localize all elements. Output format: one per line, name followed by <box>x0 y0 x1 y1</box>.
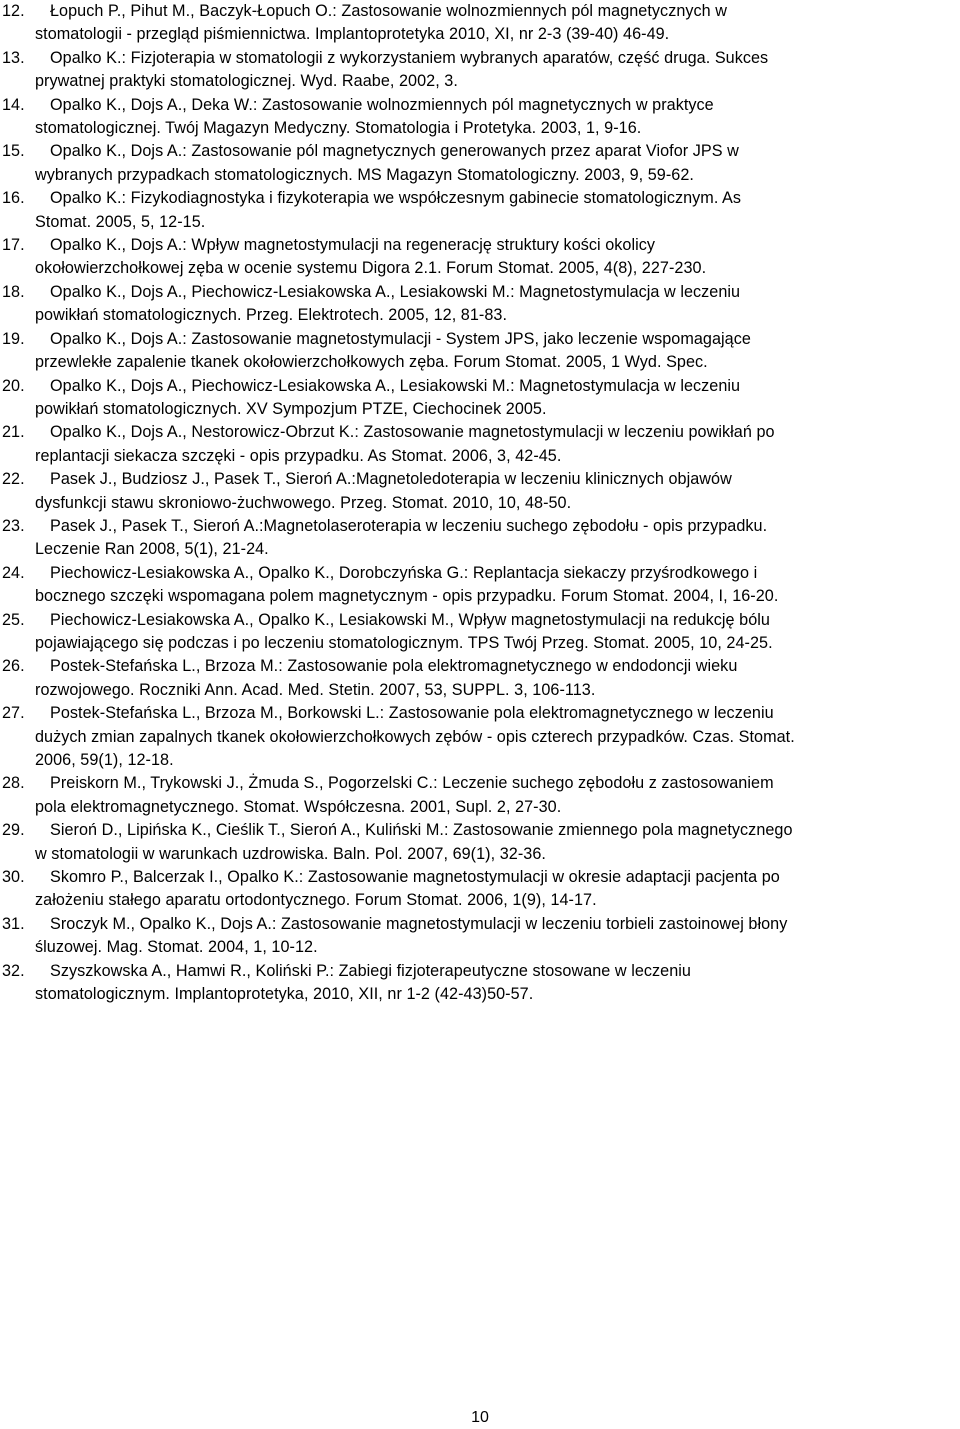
reference-text-line: Sroczyk M., Opalko K., Dojs A.: Zastosowanie magnetostymulacji w leczeniu torbieli zastoinowej błony <box>50 914 788 933</box>
reference-text-line: Opalko K., Dojs A., Deka W.: Zastosowanie wolnozmiennych pól magnetycznych w praktyce <box>50 95 714 114</box>
reference-text-line: stomatologicznym. Implantoprotetyka, 2010, XII, nr 1-2 (42-43)50-57. <box>35 985 534 1004</box>
reference-item <box>0 609 960 656</box>
reference-item <box>0 655 960 702</box>
reference-text-line: Leczenie Ran 2008, 5(1), 21-24. <box>35 540 269 559</box>
reference-number: 12. <box>2 2 25 20</box>
reference-text-line: prywatnej praktyki stomatologicznej. Wyd. Raabe, 2002, 3. <box>35 72 458 91</box>
reference-text-line: Sieroń D., Lipińska K., Cieślik T., Sieroń A., Kuliński M.: Zastosowanie zmiennego pola magnetycznego <box>50 821 793 840</box>
reference-item <box>0 328 960 375</box>
reference-text-line: bocznego szczęki wspomagana polem magnetycznym - opis przypadku. Forum Stomat. 2004, I, 16-20. <box>35 587 779 606</box>
reference-number: 29. <box>2 821 25 840</box>
reference-item <box>0 47 960 94</box>
reference-text-line: okołowierzchołkowej zęba w ocenie systemu Digora 2.1. Forum Stomat. 2005, 4(8), 227-230. <box>35 259 707 278</box>
reference-item <box>0 866 960 913</box>
reference-number: 23. <box>2 516 25 535</box>
reference-text-line: Pasek J., Pasek T., Sieroń A.:Magnetolaseroterapia w leczeniu suchego zębodołu - opis przypadku. <box>50 516 768 535</box>
reference-text-line: 2006, 59(1), 12-18. <box>35 751 174 769</box>
reference-text-line: Opalko K., Dojs A., Piechowicz-Lesiakowska A., Lesiakowski M.: Magnetostymulacja w leczeniu <box>50 376 741 395</box>
reference-text-line: Łopuch P., Pihut M., Baczyk-Łopuch O.: Zastosowanie wolnozmiennych pól magnetycznych w <box>50 2 728 20</box>
reference-text-line: pola elektromagnetycznego. Stomat. Współczesna. 2001, Supl. 2, 27-30. <box>35 797 562 816</box>
reference-text-line: dużych zmian zapalnych tkanek okołowierzchołkowych zębów - opis czterech przypadków. Czas. Stomat. <box>35 727 795 746</box>
reference-text-line: powikłań stomatologicznych. Przeg. Elektrotech. 2005, 12, 81-83. <box>35 306 507 325</box>
reference-item <box>0 187 960 234</box>
reference-text-line: Opalko K., Dojs A.: Zastosowanie pól magnetycznych generowanych przez aparat Viofor JPS w <box>50 142 739 161</box>
reference-text-line: stomatologicznej. Twój Magazyn Medyczny. Stomatologia i Protetyka. 2003, 1, 9-16. <box>35 119 642 138</box>
reference-text-line: Skomro P., Balcerzak I., Opalko K.: Zastosowanie magnetostymulacji w okresie adaptacji pacjenta po <box>50 868 780 887</box>
reference-item <box>0 0 960 47</box>
reference-text-line: Opalko K., Dojs A., Piechowicz-Lesiakowska A., Lesiakowski M.: Magnetostymulacja w leczeniu <box>50 282 741 301</box>
reference-number: 24. <box>2 563 25 582</box>
reference-item <box>0 140 960 187</box>
reference-text-line: dysfunkcji stawu skroniowo-żuchwowego. Przeg. Stomat. 2010, 10, 48-50. <box>35 493 572 512</box>
reference-item <box>0 234 960 281</box>
reference-item <box>0 960 960 1007</box>
reference-item <box>0 562 960 609</box>
reference-item <box>0 281 960 328</box>
reference-text-line: stomatologii - przegląd piśmiennictwa. Implantoprotetyka 2010, XI, nr 2-3 (39-40) 46-49. <box>35 25 670 44</box>
reference-text-line: Postek-Stefańska L., Brzoza M., Borkowski L.: Zastosowanie pola elektromagnetycznego w leczeniu <box>50 704 774 723</box>
reference-number: 20. <box>2 376 25 395</box>
reference-number: 30. <box>2 868 25 887</box>
reference-text-line: Stomat. 2005, 5, 12-15. <box>35 212 206 231</box>
reference-text-line: Piechowicz-Lesiakowska A., Opalko K., Dorobczyńska G.: Replantacja siekaczy przyśrodkowego i <box>50 563 758 582</box>
reference-number: 15. <box>2 142 25 161</box>
reference-number: 13. <box>2 48 25 67</box>
reference-number: 27. <box>2 704 25 723</box>
reference-number: 14. <box>2 95 25 114</box>
reference-text-line: powikłań stomatologicznych. XV Sympozjum PTZE, Ciechocinek 2005. <box>35 399 547 418</box>
reference-item <box>0 421 960 468</box>
reference-item <box>0 375 960 422</box>
reference-number: 25. <box>2 610 25 629</box>
reference-text-line: pojawiającego się podczas i po leczeniu stomatologicznym. TPS Twój Przeg. Stomat. 2005, 10, 24-25. <box>35 633 773 652</box>
reference-text-line: wybranych przypadkach stomatologicznych. MS Magazyn Stomatologiczny. 2003, 9, 59-62. <box>35 165 694 184</box>
reference-text-line: przewlekłe zapalenie tkanek okołowierzchołkowych zęba. Forum Stomat. 2005, 1 Wyd. Spec. <box>35 353 708 372</box>
reference-number: 17. <box>2 236 25 255</box>
reference-item <box>0 819 960 866</box>
reference-number: 26. <box>2 657 25 676</box>
reference-number: 18. <box>2 282 25 301</box>
reference-text-line: replantacji siekacza szczęki - opis przypadku. As Stomat. 2006, 3, 42-45. <box>35 446 562 465</box>
reference-text-line: Piechowicz-Lesiakowska A., Opalko K., Lesiakowski M., Wpływ magnetostymulacji na redukcję bólu <box>50 610 770 629</box>
reference-text-line: Szyszkowska A., Hamwi R., Koliński P.: Zabiegi fizjoterapeutyczne stosowane w leczeniu <box>50 961 691 980</box>
reference-number: 32. <box>2 961 25 980</box>
reference-text-line: Opalko K.: Fizykodiagnostyka i fizykoterapia we współczesnym gabinecie stomatologicznym. As <box>50 189 742 208</box>
reference-item <box>0 515 960 562</box>
reference-item <box>0 702 960 772</box>
reference-text-line: założeniu stałego aparatu ortodontycznego. Forum Stomat. 2006, 1(9), 14-17. <box>35 891 597 910</box>
reference-text-line: Postek-Stefańska L., Brzoza M.: Zastosowanie pola elektromagnetycznego w endodoncji wieku <box>50 657 738 676</box>
reference-item <box>0 772 960 819</box>
reference-text-line: w stomatologii w warunkach uzdrowiska. Baln. Pol. 2007, 69(1), 32-36. <box>35 844 546 863</box>
reference-text-line: Pasek J., Budziosz J., Pasek T., Sieroń A.:Magnetoledoterapia w leczeniu klinicznych objawów <box>50 470 732 489</box>
reference-number: 28. <box>2 774 25 793</box>
reference-item <box>0 94 960 141</box>
reference-number: 31. <box>2 914 25 933</box>
reference-item <box>0 468 960 515</box>
reference-text-line: Opalko K.: Fizjoterapia w stomatologii z wykorzystaniem wybranych aparatów, część druga. Sukces <box>50 48 769 67</box>
reference-text-line: rozwojowego. Roczniki Ann. Acad. Med. Stetin. 2007, 53, SUPPL. 3, 106-113. <box>35 680 596 699</box>
reference-text-line: Opalko K., Dojs A., Nestorowicz-Obrzut K.: Zastosowanie magnetostymulacji w leczeniu powikłań po <box>50 423 775 442</box>
reference-text-line: Opalko K., Dojs A.: Zastosowanie magnetostymulacji - System JPS, jako leczenie wspomagające <box>50 329 751 348</box>
reference-number: 19. <box>2 329 25 348</box>
reference-item <box>0 913 960 960</box>
page-number: 10 <box>471 1409 489 1426</box>
reference-number: 16. <box>2 189 25 208</box>
reference-text-line: śluzowej. Mag. Stomat. 2004, 1, 10-12. <box>35 938 318 957</box>
reference-number: 21. <box>2 423 25 442</box>
reference-text-line: Preiskorn M., Trykowski J., Żmuda S., Pogorzelski C.: Leczenie suchego zębodołu z zastosowaniem <box>50 774 774 793</box>
reference-number: 22. <box>2 470 25 489</box>
reference-text-line: Opalko K., Dojs A.: Wpływ magnetostymulacji na regenerację struktury kości okolicy <box>50 236 656 255</box>
